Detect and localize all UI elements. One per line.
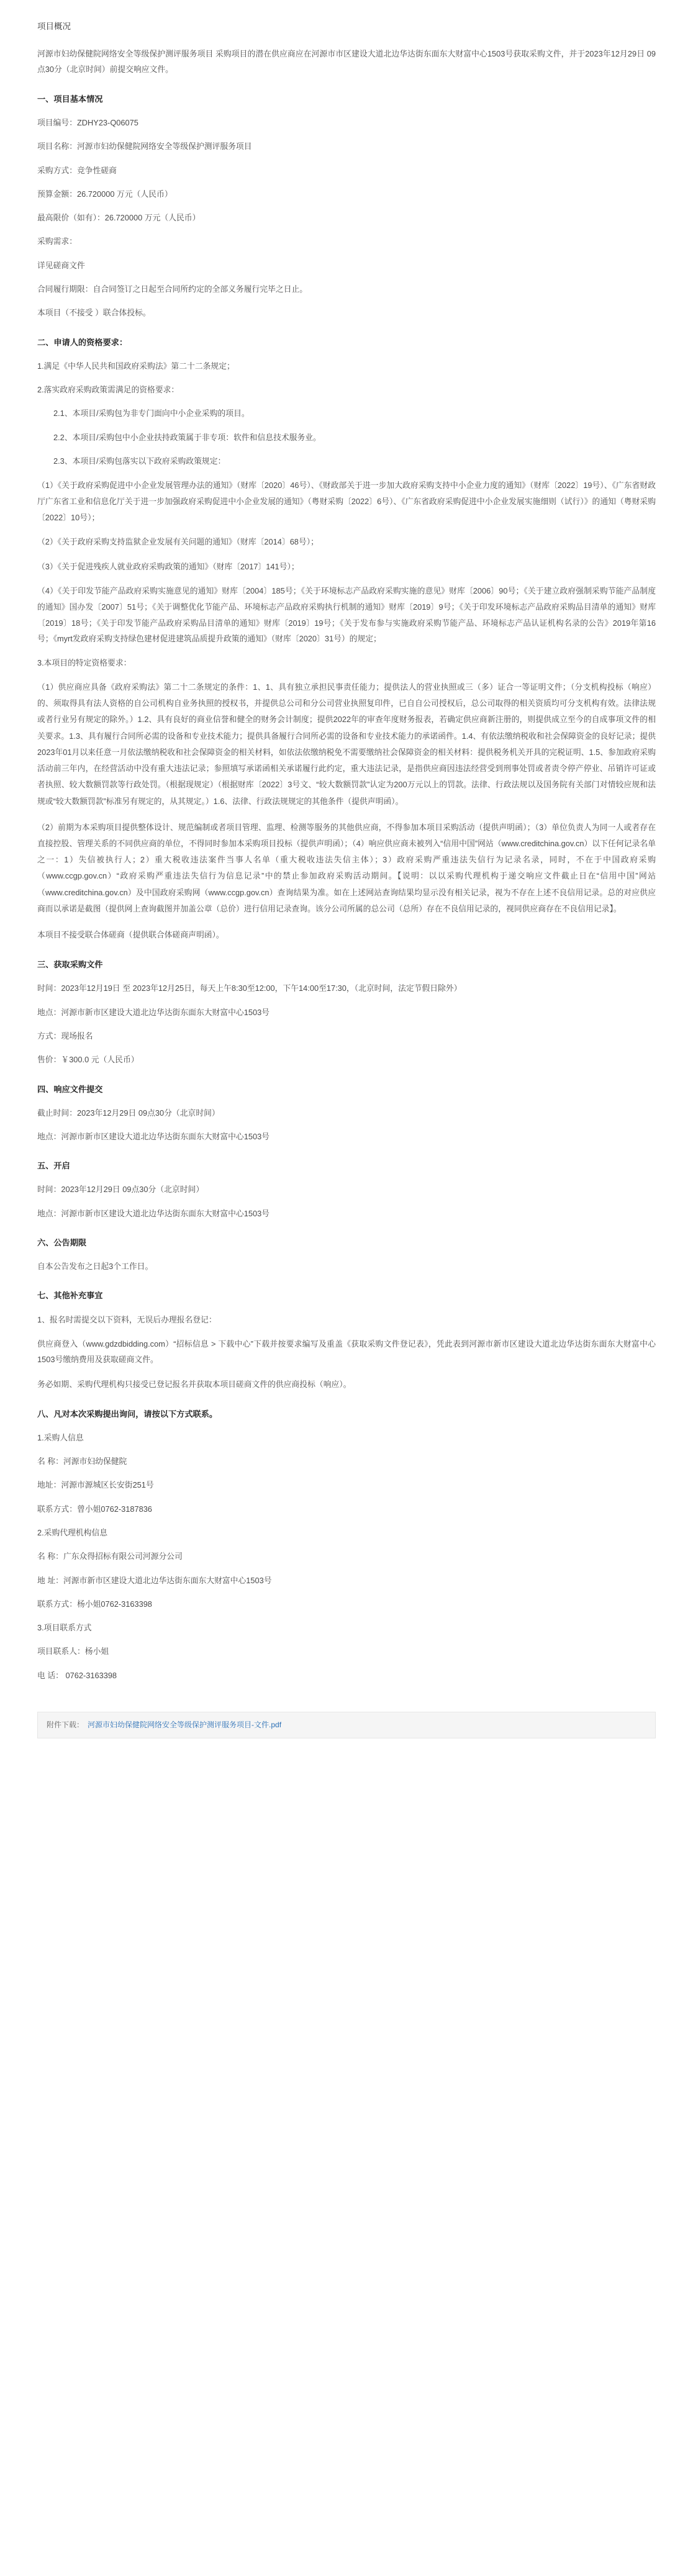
policy-item-2: （2）《关于政府采购支持监狱企业发展有关问题的通知》（财库〔2014〕68号）； bbox=[37, 537, 319, 547]
get-doc-price: 售价：￥300.0 元（人民币） bbox=[37, 1055, 139, 1065]
contact-group-title-2: 2.采购代理机构信息 bbox=[37, 1527, 108, 1537]
section-heading-2: 二、申请人的资格要求： bbox=[37, 337, 128, 347]
section-heading-1: 一、项目基本情况 bbox=[37, 94, 103, 104]
specific-qualification-body: （1）供应商应具备《政府采购法》第二十二条规定的条件：1、1、具有独立承担民事责任能力；提供法人的营业执照或三（多）证合一等证明文件；（分支机构投标（响应）的、须取得具有法人资格的自公司机构自业务执照的授权书，并提供总公司和分公司营业执照复印件，已自自公司授权后，总公司取得的相关资质均可分支机构有效。法律法规或者行业另有规定的除外。）1.2、具有良好的商业信誉和健全的财务会计制度；提供2022年的审查年度财务报表，若确定供应商新注册的，则提供成立至今的自成事项文件的相关要求。1.3、具有履行合同所必需的设备和专业技术能力；提供具备履行合同所必需的设备和专业技术能力的承诺函件。1.4、有依法缴纳税收和社会保障资金的良好记录；提供2023年01月以来任意一月依法缴纳税收和社会保障资金的相关材料，如依法依缴纳税免不需要缴纳社会保障资金的相关材料：提供税务机关开具的完税证明、1.5、参加政府采购活动前三年内，在经营活动中没有重大违法记录；参照填写承诺函相关承诺履行此约定，重大违法记录，是指供应商因违法经营受到刑事处罚或者责令停产停业、吊销许可证或者执照、较大数额罚款等行政处罚。（根据现规定）（根据财库〔2022〕3号文、“较大数额罚款”认定为200万元以上的罚款。法律、行政法规以及国务院有关部门对情较应规和法规或“较大数额罚款”标准另有规定的，从其规定。）1.6、法律、行政法规规定的其他条件（提供声明函）。 bbox=[37, 682, 656, 806]
purchaser-address: 地址：河源市源城区长安街251号 bbox=[37, 1480, 154, 1490]
procurement-requirement-value: 详见磋商文件 bbox=[37, 260, 85, 270]
qualification-item-2-1: 2.1、本项目/采购包为非专门面向中小企业采购的项目。 bbox=[53, 409, 250, 418]
contact-group-title-3: 3.项目联系方式 bbox=[37, 1623, 92, 1633]
policy-item-4: （4）《关于印发节能产品政府采购实施意见的通知》财库〔2004〕185号；《关于环境标志产品政府采购实施的意见》财库〔2006〕90号；《关于建立政府强制采购节能产品制度的通知》国办发〔2007〕51号；《关于调整优化节能产品、环境标志产品政府采购执行机制的通知》财库〔2019〕9号；《关于印发环境标志产品政府采购品目清单的通知》财库〔2019〕18号；《关于印发节能产品政府采购品目清单的通知》财库〔2019〕19号；《关于发布参与实施政府采购节能产品、环境标志产品认证机构名录的公告》2019年第16号；《myrt发政府采购支持绿色建材促进建筑品质提升政策的通知》（财库〔2020〕31号）的规定； bbox=[37, 586, 656, 644]
submit-deadline: 截止时间：2023年12月29日 09点30分（北京时间） bbox=[37, 1108, 220, 1118]
procurement-method: 采购方式：竞争性磋商 bbox=[37, 165, 117, 175]
policy-item-3: （3）《关于促进残疾人就业政府采购政策的通知》（财库〔2017〕141号）； bbox=[37, 561, 299, 571]
attachment-bar bbox=[37, 1712, 656, 1738]
attachment-link[interactable]: 河源市妇幼保健院网络安全等级保护测评服务项目-文件.pdf bbox=[88, 1720, 282, 1730]
get-doc-location: 地点：河源市新市区建设大道北边华达街东面东大财富中心1503号 bbox=[37, 1007, 270, 1017]
open-location: 地点：河源市新市区建设大道北边华达街东面东大财富中心1503号 bbox=[37, 1208, 270, 1218]
qualification-item-2-3: 2.3、本项目/采购包落实以下政府采购政策规定： bbox=[53, 456, 226, 466]
purchaser-contact: 联系方式：曾小姐0762-3187836 bbox=[37, 1504, 152, 1514]
procurement-requirement-label: 采购需求： bbox=[37, 237, 77, 246]
other-item-3: 务必如期、采购代理机构只接受已登记报名并获取本项目磋商文件的供应商投标（响应）。 bbox=[37, 1380, 351, 1389]
budget-amount: 预算金额：26.720000 万元（人民币） bbox=[37, 189, 173, 199]
project-contact-phone: 电 话： 0762-3163398 bbox=[37, 1670, 117, 1680]
section-heading-4: 四、响应文件提交 bbox=[37, 1084, 103, 1094]
specific-qualification-title: 3.本项目的特定资格要求： bbox=[37, 658, 132, 667]
attachment-label: 附件下载： bbox=[47, 1720, 84, 1730]
section-heading-8: 八、凡对本次采购提出询问，请按以下方式联系。 bbox=[37, 1409, 218, 1419]
qualification-item-2-2: 2.2、本项目/采购包中小企业扶持政策属于非专项：软件和信息技术服务业。 bbox=[53, 432, 321, 442]
section-heading-7: 七、其他补充事宜 bbox=[37, 1291, 103, 1301]
section-heading-3: 三、获取采购文件 bbox=[37, 960, 103, 970]
specific-qualification-note-2: 本项目不接受联合体磋商（提供联合体磋商声明函）。 bbox=[37, 930, 224, 940]
consortium-note: 本项目（不接受 ）联合体投标。 bbox=[37, 308, 151, 318]
announcement-period: 自本公告发布之日起3个工作日。 bbox=[37, 1262, 153, 1272]
agency-address: 地 址：河源市新市区建设大道北边华达街东面东大财富中心1503号 bbox=[37, 1575, 272, 1585]
contact-group-title-1: 1.采购人信息 bbox=[37, 1432, 84, 1442]
get-doc-time: 时间：2023年12月19日 至 2023年12月25日，每天上午8:30至12:00，下午14:00至17:30，（北京时间，法定节假日除外） bbox=[37, 983, 462, 993]
specific-qualification-note-1: （2）前期为本采购项目提供整体设计、规范编制或者项目管理、监理、检测等服务的其他供应商，不得参加本项目采购活动（提供声明函）；（3）单位负责人为同一人或者存在直接控股、管理关系的不同供应商的单位，不得同时参加本采购项目投标（提供声明函）；（4）响应供应商未被列入“信用中国”网站（www.creditchina.gov.cn）以下任何记录名单之一：1）失信被执行人；2）重大税收违法案件当事人名单（重大税收违法失信主体）；3）政府采购严重违法失信行为记录名录，同时，不在于中国政府采购（www.ccgp.gov.cn）“政府采购严重违法失信行为信息记录”中的禁止参加政府采购活动期间。【说明：以以采购代理机构于递交响应文件截止日在“信用中国”网站（www.creditchina.gov.cn）及中国政府采购网（www.ccgp.gov.cn）查询结果为准。如在上述网站查询结果均显示没有相关记录，视为不存在上述不良信用记录。总的对应供应商而以承诺是截图（提供网上查询截图并加盖公章（总价）进行信用记录查询。该分公司所属的总公司（总所）存在不良信用记录的，视同供应商存在不良信用记录】。 bbox=[37, 822, 656, 913]
project-number: 项目编号：ZDHY23-Q06075 bbox=[37, 117, 138, 127]
max-price: 最高限价（如有）：26.720000 万元（人民币） bbox=[37, 213, 201, 223]
other-item-2: 供应商登入（www.gdzdbidding.com）“招标信息 > 下载中心”下载并按要求编写及重盖《获取采购文件登记表》，凭此表到河源市新市区建设大道北边华达街东面东大财富中心1503号缴纳费用及获取磋商文件。 bbox=[37, 1339, 656, 1365]
get-doc-method: 方式：现场报名 bbox=[37, 1031, 93, 1041]
open-time: 时间：2023年12月29日 09点30分（北京时间） bbox=[37, 1185, 204, 1195]
project-contact-person: 项目联系人：杨小姐 bbox=[37, 1647, 109, 1656]
qualification-item-2: 2.落实政府采购政策需满足的资格要求： bbox=[37, 385, 179, 395]
section-heading-5: 五、开启 bbox=[37, 1161, 70, 1171]
agency-name: 名 称：广东众得招标有限公司河源分公司 bbox=[37, 1552, 183, 1561]
submit-location: 地点：河源市新市区建设大道北边华达街东面东大财富中心1503号 bbox=[37, 1132, 270, 1142]
other-item-1: 1、报名时需提交以下资料，无误后办理报名登记： bbox=[37, 1314, 217, 1324]
qualification-item-1: 1.满足《中华人民共和国政府采购法》第二十二条规定； bbox=[37, 361, 235, 371]
purchaser-name: 名 称：河源市妇幼保健院 bbox=[37, 1456, 127, 1466]
policy-item-1: （1）《关于政府采购促进中小企业发展管理办法的通知》（财库〔2020〕46号）、《财政部关于进一步加大政府采购支持中小企业力度的通知》（财库〔2022〕19号）、《广东省财政厅广东省工业和信息化厅关于进一步加强政府采购促进中小企业发展的通知》（粤财采购〔2022〕6号）、《广东省政府采购促进中小企业发展实施细则（试行）》的通知（粤财采购〔2022〕10号）； bbox=[37, 481, 656, 522]
section-heading-6: 六、公告期限 bbox=[37, 1238, 87, 1248]
agency-contact: 联系方式：杨小姐0762-3163398 bbox=[37, 1599, 152, 1609]
page-title: 项目概况 bbox=[37, 22, 71, 31]
contract-period: 合同履行期限：自合同签订之日起至合同所约定的全部义务履行完毕之日止。 bbox=[37, 284, 308, 294]
project-name: 项目名称：河源市妇幼保健院网络安全等级保护测评服务项目 bbox=[37, 142, 252, 151]
intro-paragraph: 河源市妇幼保健院网络安全等级保护测评服务项目 采购项目的潜在供应商应在河源市市区建设大道北边华达街东面东大财富中心1503号获取采购文件，并于2023年12月29日 09点30分（北京时间）前提交响应文件。 bbox=[37, 48, 656, 75]
